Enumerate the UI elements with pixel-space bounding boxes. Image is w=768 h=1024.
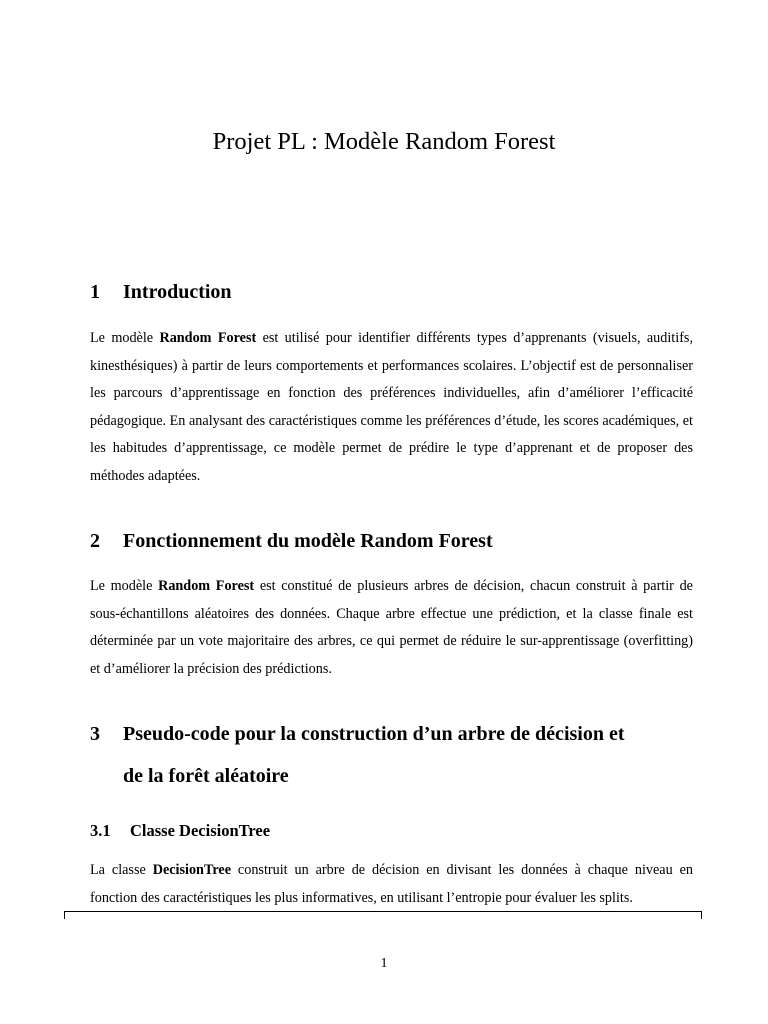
code-block-frame [64,911,702,919]
section-title-line2: de la forêt aléatoire [123,765,289,787]
subsection-number: 3.1 [90,821,111,840]
document-title: Projet PL : Modèle Random Forest [212,128,556,155]
paragraph-text: Le modèle [90,330,160,346]
section-heading-pseudo-code [90,713,710,797]
decisiontree-paragraph [90,857,693,912]
paragraph-text: La classe [90,862,153,878]
paragraph-bold-term: Random Forest [159,330,257,346]
paragraph-text: est constitué de plusieurs arbres de décision, chacun construit à partir de sous-échantillons aléatoires des données. Chaque arbre effectue une prédiction, et la classe finale est déterminée par un vote majoritaire des arbres, ce qui permet de réduire le sur-apprentissage (overfitting) et d’améliorer la précision des prédictions. [90,578,693,677]
subsection-title: Classe DecisionTree [130,821,271,840]
section-title: Introduction [123,281,232,303]
paragraph-bold-term: Random Forest [158,578,255,594]
introduction-paragraph [90,325,693,491]
subsection-heading-decisiontree [90,819,710,843]
section-title-line1: Pseudo-code pour la construction d’un arbre de décision et [123,723,625,745]
paragraph-text: est utilisé pour identifier différents types d’apprenants (visuels, auditifs, kinesthésiques) à partir de leurs comportements et performances scolaires. L’objectif est de personnaliser les parcours d’apprentissage en fonction des préférences individuelles, afin d’améliorer l’efficacité pédagogique. En analysant des caractéristiques comme les préférences d’étude, les scores académiques, et les habitudes d’apprentissage, ce modèle permet de prédire le type d’apprenant et de proposer des méthodes adaptées. [90,330,693,484]
fonctionnement-paragraph [90,573,693,683]
paragraph-text: construit un arbre de décision en divisant les données à chaque niveau en fonction des caractéristiques les plus informatives, en utilisant l’entropie pour évaluer les splits. [90,862,694,906]
paragraph-text: Le modèle [90,578,159,594]
paragraph-bold-term: DecisionTree [152,862,231,878]
section-title: Fonctionnement du modèle Random Forest [123,530,493,552]
section-heading-introduction [90,271,710,313]
section-number: 3 [90,723,100,745]
page-number: 1 [380,956,388,971]
section-number: 1 [90,281,100,303]
section-heading-fonctionnement [90,520,710,562]
section-number: 2 [90,530,100,552]
